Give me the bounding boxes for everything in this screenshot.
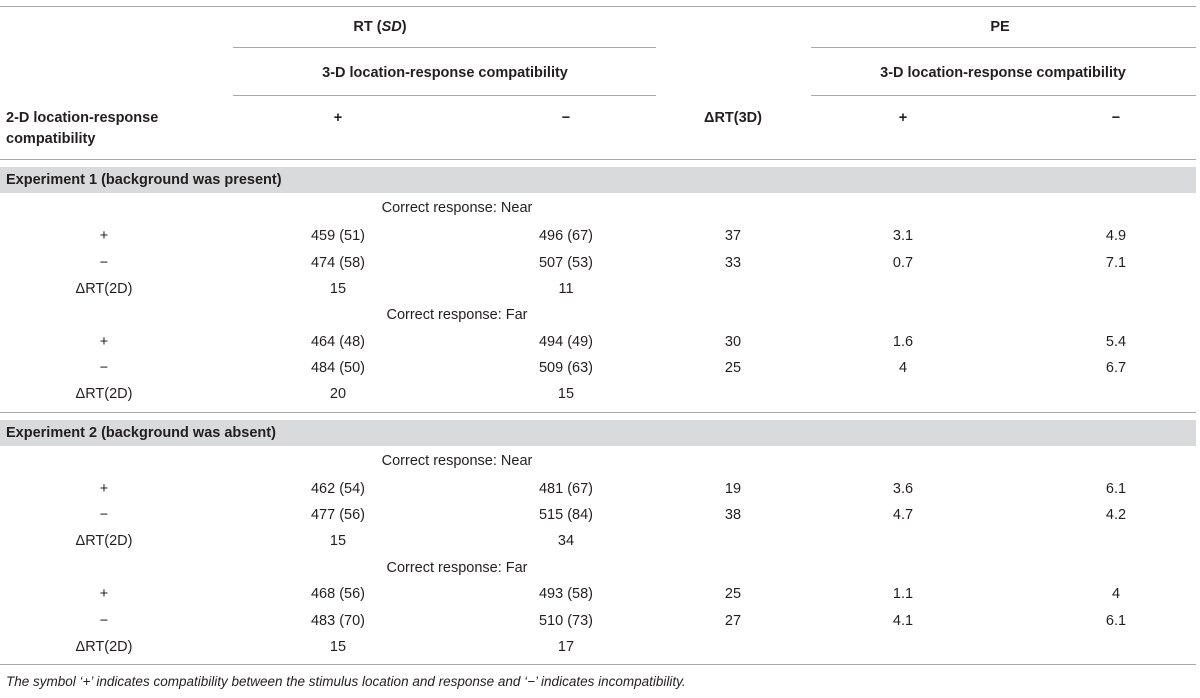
rt-minus-cell: 17	[557, 639, 575, 655]
row-label: −	[99, 360, 109, 376]
delta-cell: 38	[724, 507, 742, 523]
delta-cell: 25	[724, 360, 742, 376]
rt-minus-cell: 481 (67)	[538, 481, 594, 497]
experiment-2-band	[0, 420, 1196, 446]
rt-plus-cell: 15	[329, 533, 347, 549]
pe-plus-cell: 4.7	[892, 507, 914, 523]
rt-plus-cell: 468 (56)	[310, 586, 366, 602]
rt-minus-cell: 11	[558, 281, 574, 297]
experiment-1-band	[0, 167, 1196, 193]
delta-rt-3d-header: ΔRT(3D)	[704, 110, 762, 126]
pe-minus-cell: 4.9	[1105, 228, 1127, 244]
rt-minus-cell: 496 (67)	[538, 228, 594, 244]
rt-sd-header: RT (SD)	[353, 19, 407, 35]
row-label: +	[99, 228, 109, 244]
rt-minus-cell: 493 (58)	[538, 586, 594, 602]
pe-plus-cell: 3.1	[892, 228, 914, 244]
condition-label: Correct response: Near	[381, 200, 533, 216]
pe-span-rule	[811, 47, 1196, 48]
pe-incompatible-header: −	[1111, 110, 1121, 126]
rt-plus-cell: 484 (50)	[310, 360, 366, 376]
rt-plus-cell: 464 (48)	[310, 334, 366, 350]
pe-plus-cell: 3.6	[892, 481, 914, 497]
experiment-2-title: Experiment 2 (background was absent)	[6, 425, 276, 441]
rt-minus-cell: 509 (63)	[538, 360, 594, 376]
pe-3d-subheader: 3-D location-response compatibility	[880, 65, 1126, 81]
rt-plus-cell: 477 (56)	[310, 507, 366, 523]
row-label: −	[99, 613, 109, 629]
rt-plus-cell: 459 (51)	[310, 228, 366, 244]
row-label: −	[99, 507, 109, 523]
pe-minus-cell: 6.7	[1105, 360, 1127, 376]
rt-plus-cell: 15	[329, 639, 347, 655]
pe-plus-cell: 1.6	[892, 334, 914, 350]
condition-label: Correct response: Near	[381, 453, 533, 469]
row-header-2d-line2: compatibility	[6, 131, 96, 147]
rt-minus-cell: 34	[557, 533, 575, 549]
pe-sub-rule	[811, 95, 1196, 96]
rt-3d-subheader: 3-D location-response compatibility	[322, 65, 568, 81]
delta-cell: 30	[724, 334, 742, 350]
row-label: +	[99, 586, 109, 602]
pe-header: PE	[990, 19, 1010, 35]
pe-minus-cell: 7.1	[1105, 255, 1127, 271]
experiment-divider	[0, 412, 1196, 413]
rt-span-rule	[233, 47, 656, 48]
delta-cell: 33	[724, 255, 742, 271]
pe-minus-cell: 4.2	[1105, 507, 1127, 523]
delta-cell: 27	[724, 613, 742, 629]
pe-minus-cell: 6.1	[1105, 613, 1127, 629]
rt-minus-cell: 507 (53)	[538, 255, 594, 271]
condition-label: Correct response: Far	[386, 560, 528, 576]
rt-incompatible-header: −	[561, 110, 571, 126]
experiment-1-title: Experiment 1 (background was present)	[6, 172, 282, 188]
rt-minus-cell: 494 (49)	[538, 334, 594, 350]
row-label: +	[99, 481, 109, 497]
row-label: ΔRT(2D)	[75, 386, 133, 402]
pe-compatible-header: +	[898, 110, 908, 126]
rt-sub-rule	[233, 95, 656, 96]
row-label: ΔRT(2D)	[75, 533, 133, 549]
pe-minus-cell: 5.4	[1105, 334, 1127, 350]
delta-cell: 37	[724, 228, 742, 244]
pe-plus-cell: 1.1	[892, 586, 914, 602]
rt-minus-cell: 510 (73)	[538, 613, 594, 629]
pe-plus-cell: 4	[898, 360, 908, 376]
row-header-2d-line1: 2-D location-response	[6, 110, 159, 126]
row-label: −	[99, 255, 109, 271]
rt-plus-cell: 474 (58)	[310, 255, 366, 271]
rt-plus-cell: 462 (54)	[310, 481, 366, 497]
delta-cell: 25	[724, 586, 742, 602]
rt-minus-cell: 515 (84)	[538, 507, 594, 523]
delta-cell: 19	[724, 481, 742, 497]
row-label: +	[99, 334, 109, 350]
header-bottom-rule	[0, 159, 1196, 160]
rt-compatible-header: +	[333, 110, 343, 126]
rt-minus-cell: 15	[557, 386, 575, 402]
rt-plus-cell: 15	[329, 281, 347, 297]
top-rule	[0, 6, 1196, 7]
condition-label: Correct response: Far	[386, 307, 528, 323]
pe-minus-cell: 6.1	[1105, 481, 1127, 497]
rt-plus-cell: 483 (70)	[310, 613, 366, 629]
table-footnote: The symbol ‘+’ indicates compatibility between the stimulus location and response and ‘−’ indicates incompatibility.	[6, 674, 686, 689]
row-label: ΔRT(2D)	[75, 281, 133, 297]
pe-minus-cell: 4	[1111, 586, 1121, 602]
pe-plus-cell: 0.7	[892, 255, 914, 271]
table-bottom-rule	[0, 664, 1196, 665]
pe-plus-cell: 4.1	[892, 613, 914, 629]
rt-plus-cell: 20	[329, 386, 347, 402]
row-label: ΔRT(2D)	[75, 639, 133, 655]
